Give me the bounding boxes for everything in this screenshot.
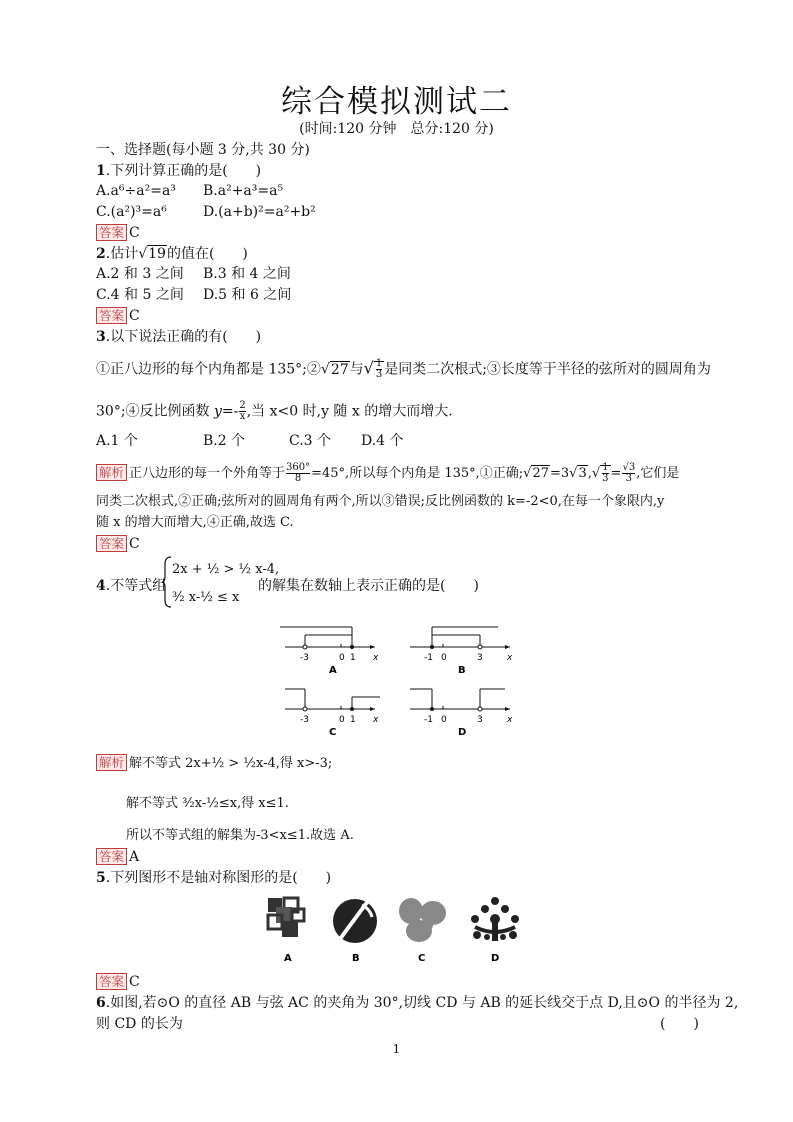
question-number: 4 bbox=[96, 578, 106, 594]
q4-analysis-line-1: 解析 解不等式 2x+½ > ½x-4,得 x>-3; bbox=[96, 754, 332, 773]
answer-label: 答案 bbox=[96, 535, 127, 552]
q3-option-a[interactable]: A.1 个 bbox=[96, 433, 138, 449]
section-heading: 一、选择题(每小题 3 分,共 30 分) bbox=[96, 142, 310, 158]
q1-option-b[interactable]: B.a²+a³=a⁵ bbox=[203, 183, 284, 199]
question-5 bbox=[96, 869, 331, 887]
q3-option-d[interactable]: D.4 个 bbox=[361, 433, 404, 449]
svg-text:x: x bbox=[373, 715, 379, 725]
q2-answer bbox=[96, 307, 140, 325]
svg-text:-1: -1 bbox=[424, 715, 433, 725]
svg-text:x: x bbox=[507, 653, 513, 663]
question-4: 4.不等式组 bbox=[96, 578, 167, 594]
answer-value: A bbox=[129, 849, 140, 865]
answer-value: C bbox=[129, 308, 140, 324]
question-number: 3 bbox=[96, 329, 106, 345]
svg-text:0: 0 bbox=[339, 715, 345, 725]
q2-option-b[interactable]: B.3 和 4 之间 bbox=[203, 266, 291, 282]
figure-b-disc[interactable] bbox=[333, 899, 377, 964]
tick-label: 1 bbox=[350, 653, 356, 663]
q3-analysis-line-3: 随 x 的增大而增大,④正确,故选 C. bbox=[96, 515, 294, 530]
q2-option-d[interactable]: D.5 和 6 之间 bbox=[203, 287, 292, 303]
svg-text:0: 0 bbox=[441, 715, 447, 725]
q3-option-b[interactable]: B.2 个 bbox=[203, 433, 246, 449]
question-6: 6.如图,若⊙O 的直径 AB 与弦 AC 的夹角为 30°,切线 CD 与 AB 的延长线交于点 D,且⊙O 的半径为 2, bbox=[96, 995, 739, 1011]
q3-analysis-line-1: 解析 正八边形的每一个外角等于 $\frac{360^\circ}{8}$ =45°,所以每个内角是 135°,①正确;√27=3√3,√ $\frac{1}{3}$ = $\frac{√3}{3}$ ,它们是 bbox=[96, 463, 679, 484]
q1-option-a[interactable]: A.a⁶÷a²=a³ bbox=[96, 183, 176, 199]
question-1 bbox=[96, 162, 261, 180]
q1-option-c[interactable]: C.(a²)³=a⁶ bbox=[96, 204, 167, 220]
question-stem: .下列计算正确的是( ) bbox=[105, 163, 262, 179]
page-number: 1 bbox=[392, 1042, 401, 1056]
figure-label: B bbox=[352, 953, 360, 964]
question-stem: .以下说法正确的有( ) bbox=[105, 329, 262, 345]
q2-option-a[interactable]: A.2 和 3 之间 bbox=[96, 266, 184, 282]
figure-d-tree[interactable] bbox=[471, 897, 519, 964]
q3-answer bbox=[96, 535, 140, 553]
q3-analysis-line-2: 同类二次根式,②正确;弦所对的圆周角有两个,所以③错误;反比例函数的 k=-2<0,在每一个象限内,y bbox=[96, 494, 665, 509]
q3-option-c[interactable]: C.3 个 bbox=[289, 433, 332, 449]
figure-label: C bbox=[329, 727, 337, 735]
figure-label: D bbox=[491, 953, 500, 964]
q6-answer-bracket: ( ) bbox=[660, 1016, 699, 1032]
number-line-d[interactable] bbox=[410, 689, 513, 735]
number-line-b[interactable] bbox=[410, 627, 513, 676]
figure-label: D bbox=[458, 727, 467, 735]
question-number: 2 bbox=[96, 246, 106, 262]
answer-value: C bbox=[129, 536, 140, 552]
system-brace bbox=[162, 556, 172, 608]
svg-text:1: 1 bbox=[350, 715, 356, 725]
answer-label: 答案 bbox=[96, 224, 127, 241]
q4-answer bbox=[96, 848, 139, 866]
q2-option-c[interactable]: C.4 和 5 之间 bbox=[96, 287, 184, 303]
answer-label: 答案 bbox=[96, 973, 127, 990]
svg-text:3: 3 bbox=[477, 715, 483, 725]
page-subtitle: (时间:120 分钟 总分:120 分) bbox=[299, 121, 494, 137]
figure-label: C bbox=[418, 953, 426, 964]
question-number: 5 bbox=[96, 870, 106, 886]
number-line-figures bbox=[280, 620, 520, 735]
answer-label: 答案 bbox=[96, 848, 127, 865]
symmetry-figures bbox=[262, 895, 537, 967]
figure-label: B bbox=[458, 665, 466, 676]
svg-text:3: 3 bbox=[477, 653, 483, 663]
question-number: 6 bbox=[96, 995, 106, 1011]
inequality-1: 2x + ½ > ½ x-4, bbox=[172, 562, 280, 577]
tick-label: 0 bbox=[339, 653, 345, 663]
question-2: 2.估计√19的值在( ) bbox=[96, 246, 248, 262]
inequality-2: ³⁄₂ x-½ ≤ x bbox=[172, 590, 240, 605]
question-number: 1 bbox=[96, 163, 106, 179]
answer-value: C bbox=[129, 225, 140, 241]
number-line-c[interactable] bbox=[285, 689, 380, 735]
q4-analysis-line-3: 所以不等式组的解集为-3<x≤1.故选 A. bbox=[126, 828, 354, 843]
q4-stem: 的解集在数轴上表示正确的是( ) bbox=[258, 578, 479, 594]
svg-text:x: x bbox=[507, 715, 513, 725]
number-line-a[interactable] bbox=[280, 627, 379, 676]
svg-text:0: 0 bbox=[441, 653, 447, 663]
radicand: 19 bbox=[148, 246, 166, 262]
q1-option-d[interactable]: D.(a+b)²=a²+b² bbox=[203, 204, 316, 220]
svg-text:-1: -1 bbox=[424, 653, 433, 663]
tick-label: -3 bbox=[300, 653, 309, 663]
answer-label: 答案 bbox=[96, 307, 127, 324]
figure-c-leaves[interactable] bbox=[399, 898, 446, 964]
svg-text:-3: -3 bbox=[300, 715, 309, 725]
answer-value: C bbox=[129, 974, 140, 990]
tick-label: x bbox=[373, 653, 379, 663]
q1-answer bbox=[96, 224, 140, 242]
question-stem: .下列图形不是轴对称图形的是( ) bbox=[105, 870, 332, 886]
q5-answer bbox=[96, 973, 140, 991]
q6-line-2: 则 CD 的长为 bbox=[96, 1016, 183, 1032]
q3-statement-line-1: ①正八边形的每个内角都是 135°;②√27与√ $\frac{1}{3}$ 是同类二次根式;③长度等于半径的弦所对的圆周角为 bbox=[96, 358, 711, 380]
analysis-label: 解析 bbox=[96, 464, 127, 481]
figure-label: A bbox=[284, 953, 292, 964]
q4-analysis-line-2: 解不等式 ³⁄₂x-½≤x,得 x≤1. bbox=[126, 796, 289, 811]
page-title: 综合模拟测试二 bbox=[281, 84, 512, 120]
figure-label: A bbox=[329, 665, 337, 676]
question-3 bbox=[96, 328, 261, 346]
analysis-label: 解析 bbox=[96, 754, 127, 771]
q3-statement-line-2: 30°;④反比例函数 y=- $\frac{2}{x}$ ,当 x<0 时,y 随 x 的增大而增大. bbox=[96, 400, 453, 422]
figure-a-squares[interactable] bbox=[268, 898, 304, 964]
